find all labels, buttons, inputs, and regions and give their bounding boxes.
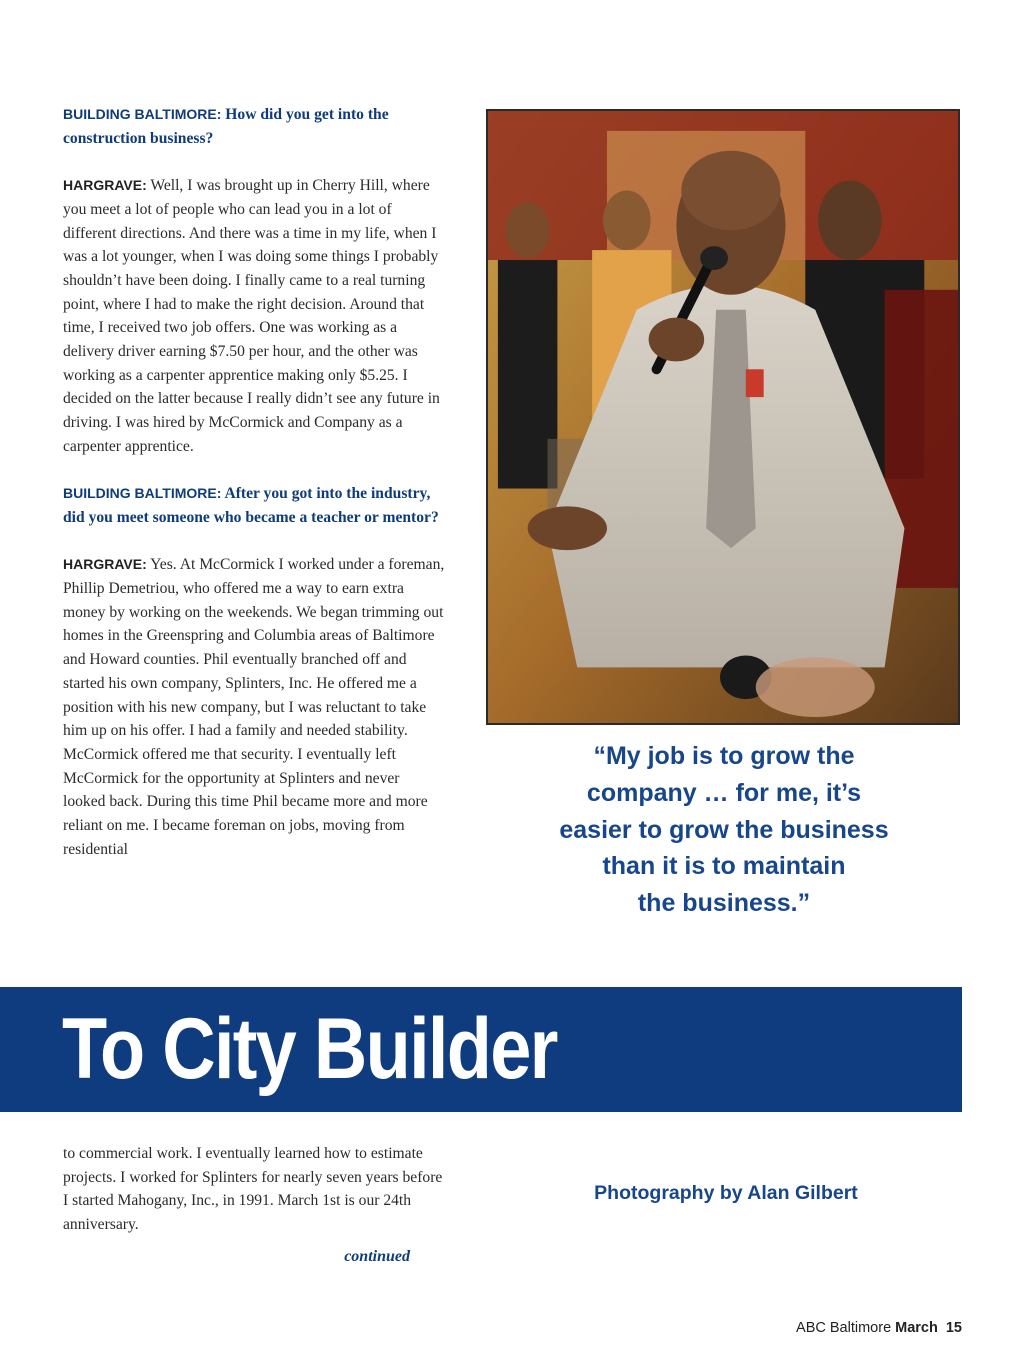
pull-quote-line: company … for me, it’s: [586, 778, 862, 807]
pull-quote-line: the business.”: [637, 889, 811, 918]
continued-label: continued: [344, 1248, 410, 1265]
question-1-lead: BUILDING BALTIMORE:: [63, 106, 222, 122]
page-number: 15: [945, 1320, 962, 1336]
speaker-photo: [486, 109, 960, 725]
answer-1: [63, 174, 445, 458]
answer-1-text: Well, I was brought up in Cherry Hill, where you meet a lot of people who can lead you in a lot of different directions. And there was a time in my life, when I was a lot younger, when I was doing some things I probably shouldn’t have been doing. I finally came to a real turning point, where I had to make the right decision. Around that time, I received two job offers. One was working as a delivery driver earning $7.50 per hour, and the other was working as a carpenter apprentice making only $5.25. I decided on the latter because I really didn’t see any future in driving. I was hired by McCormick and Company as a carpenter apprentice.: [63, 177, 440, 455]
photo-credit: Photography by Alan Gilbert: [594, 1182, 858, 1204]
question-2-text: After you got into the industry, did you meet someone who became a teacher or mentor?: [63, 485, 439, 526]
title-banner: [0, 987, 962, 1112]
question-2-lead: BUILDING BALTIMORE:: [63, 485, 222, 502]
pull-quote: [486, 738, 962, 922]
pull-quote-line: “My job is to grow the: [593, 742, 855, 770]
answer-1-lead: HARGRAVE:: [63, 177, 147, 194]
question-1: [63, 103, 445, 150]
pull-quote-line: easier to grow the business: [559, 815, 889, 844]
pull-quote-line: than it is to maintain: [602, 852, 846, 881]
answer-2-text: Yes. At McCormick I worked under a foreman, Phillip Demetriou, who offered me a way to earn extra money by working on the weekends. We began trimming out homes in the Greenspring and Columbia areas of Baltimore and Howard counties. Phil eventually branched off and started his own company, Splinters, Inc. He offered me a position with his new company, but I was reluctant to take him up on his offer. I had a family and needed stability. McCormick offered me that security. I eventually left McCormick for the opportunity at Splinters and never looked back. During this time Phil became more and more reliant on me. I became foreman on jobs, moving from residential: [63, 556, 445, 858]
answer-2-lead: HARGRAVE:: [63, 556, 147, 573]
footer-publication: ABC Baltimore: [796, 1320, 892, 1336]
page-footer: [796, 1320, 962, 1336]
footer-month: March: [895, 1320, 938, 1336]
speaker-photo-illustration: [488, 111, 958, 723]
article-column-top: [63, 103, 445, 885]
question-2: [63, 482, 445, 529]
article-column-bottom: to commercial work. I eventually learned how to estimate projects. I worked for Splinters for nearly seven years before I started Mahogany, Inc., in 1991. March 1st is our 24th anniversary.: [63, 1145, 443, 1234]
answer-2: [63, 553, 445, 861]
question-1-text: How did you get into the construction business?: [63, 106, 389, 147]
banner-title: To City Builder: [62, 1001, 557, 1097]
